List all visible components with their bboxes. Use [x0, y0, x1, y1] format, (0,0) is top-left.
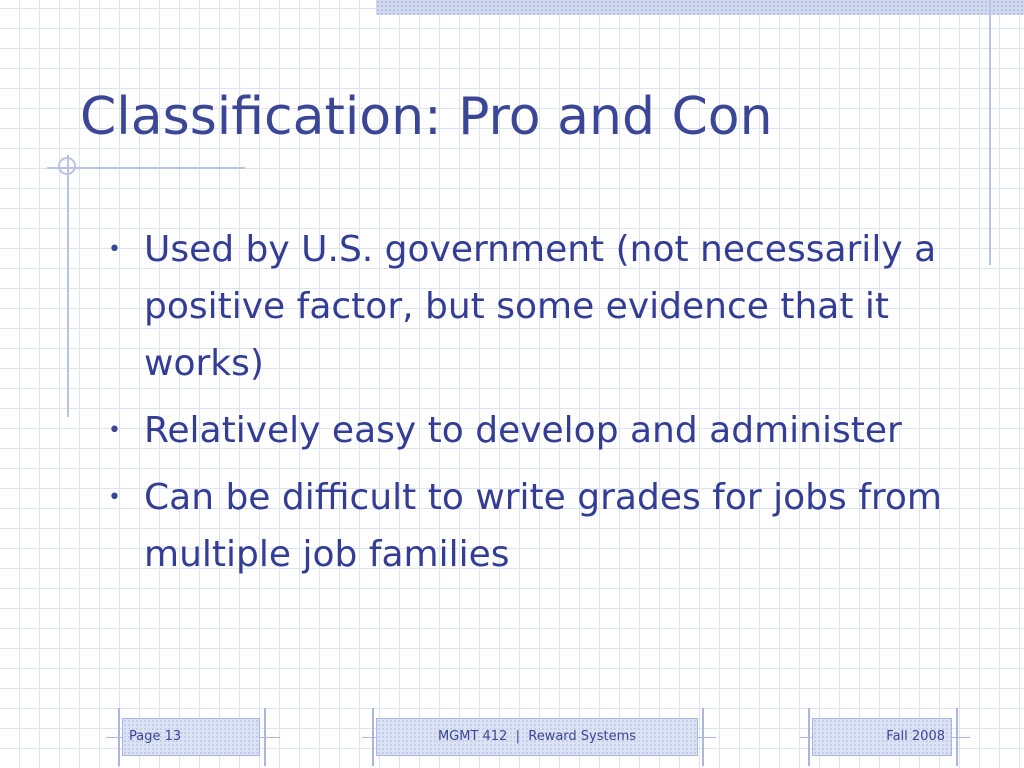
footer-line: [702, 708, 704, 766]
bullet-text: Relatively easy to develop and administer: [144, 410, 902, 451]
bullet-dot-icon: •: [108, 237, 121, 262]
footer-line: [118, 708, 120, 766]
footer-line: [808, 708, 810, 766]
footer-line: [372, 708, 374, 766]
footer-term-box: [812, 718, 952, 756]
bullet-item: [108, 402, 948, 459]
footer-page-box: [122, 718, 260, 756]
right-decorative-line: [989, 0, 991, 265]
slide-title: Classification: Pro and Con: [80, 87, 773, 147]
bullet-text: Can be difficult to write grades for jobs from multiple job families: [144, 477, 942, 575]
bullet-item: [108, 221, 948, 392]
footer-line: [264, 708, 266, 766]
bullet-dot-icon: •: [108, 418, 121, 443]
top-decorative-band: [376, 0, 1024, 15]
footer-course-box: [376, 718, 698, 756]
left-decorative-line: [67, 155, 69, 417]
footer-course-title: MGMT 412 | Reward Systems: [437, 729, 637, 744]
title-underline: [47, 167, 245, 169]
footer-page-number: Page 13: [129, 729, 182, 744]
bullet-item: [108, 469, 948, 583]
bullet-dot-icon: •: [108, 485, 121, 510]
bullet-text: Used by U.S. government (not necessarily a positive factor, but some evidence that it works): [144, 229, 937, 384]
footer-term: Fall 2008: [886, 729, 945, 744]
title-circle-ornament: [58, 157, 76, 175]
footer-line: [956, 708, 958, 766]
bullet-list: [108, 221, 948, 593]
